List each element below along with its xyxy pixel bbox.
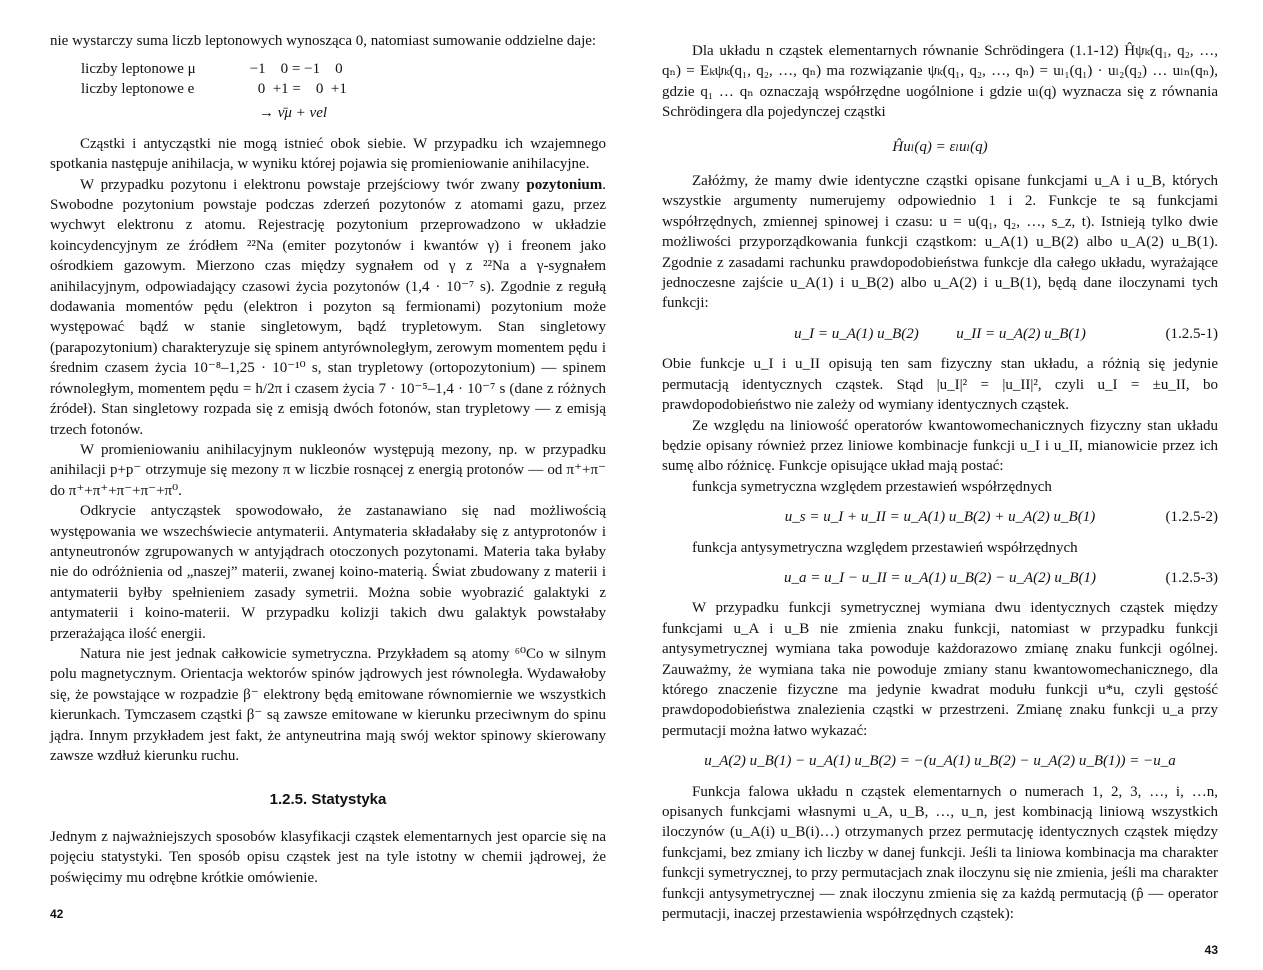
paragraph: Natura nie jest jednak całkowicie symetryczna. Przykładem są atomy ⁶⁰Co w silnym polu magnetycznym. Orientacja wektorów spinów jądrowych jest równoległa. Wydawałoby się, że powstające w rozpadzie β⁻ elektrony będą emitowane równomiernie we wszystkich kierunkach. Tymczasem cząstki β⁻ są zawsze emitowane w kierunku przeciwnym do spinu jądra. Innym przykładem jest fakt, że antyneutrina mają swój wektor spinowy skierowany zawsze wzdłuż kierunku ruchu. — [50, 645, 606, 764]
table-row — [81, 79, 361, 99]
text: . Swobodne pozytonium powstaje podczas zderzeń pozytonów z atomami gazu, przez wychwyt elektronu z atomu. Rejestrację pozytonium przeprowadzono w układzie koincydencyjnym ze źródłem ²²Na (emiter pozytonów i kwantów γ) i freonem jako ośrodkiem gazowym. Mierzono czas między sygnałem od γ z ²²Na a γ-sygnałem anihilacyjnym, odpowiadający czasowi życia pozytonów (1,4 · 10⁻⁷ s). Zgodnie z regułą dodawania momentów pędu (elektron i pozyton są fermionami) pozytonium może występować bądź w stanie singletowym, bądź trypletowym. Stan singletowy (parapozytonium) charakteryzuje się spinem antyrównoległym, zerowym momentem pędu i średnim czasem życia 10⁻⁸–1,25 · 10⁻¹⁰ s, stan trypletowy (ortopozytonium) — spinem równoległym, momentem pędu = h/2π i czasem życia 7 · 10⁻⁵–1,4 · 10⁻⁷ s (dane z różnych źródeł). Stan singletowy rozpada się z emisją dwóch fotonów, stan trypletowy — z emisją trzech fotonów. — [50, 176, 606, 438]
row-values: −1 0 = −1 0 — [249, 61, 343, 78]
paragraph: Ze względu na liniowość operatorów kwantowomechanicznych fizyczny stan układu będzie opisany również przez liniowe kombinacje funkcji u_I i u_II, mianowicie przez ich sumę albo różnicę. Funkcje opisujące układ mają postać: — [662, 417, 1218, 475]
paragraph: funkcja symetryczna względem przestawień współrzędnych — [692, 478, 1052, 495]
paragraph: Cząstki i antycząstki nie mogą istnieć obok siebie. W przypadku ich wzajemnego spotkania następuje anihilacja, w wyniku której pojawia się promieniowanie anihilacyjne. — [50, 135, 606, 173]
lepton-number-table — [81, 59, 361, 99]
section-heading: 1.2.5. Statystyka — [269, 791, 387, 809]
paragraph: W przypadku funkcji symetrycznej wymiana dwu identycznych cząstek między funkcjami u_A i u_B nie zmienia znaku funkcji, natomiast w przypadku funkcji antysymetrycznej wymiana taka powoduje każdorazowo zmianę znaku funkcji ogólnej. Zauważmy, że wymiana taka nie powoduje zmiany stanu kwantowomechanicznego, dla którego znaczenie fizyczne ma jedynie kwadrat modułu funkcji u*u, czyli gęstość prawdopodobieństwa znalezienia cząstki w przestrzeni. Zmianę znaku funkcji u_a przy permutacji można łatwo wykazać: — [662, 600, 1218, 739]
equation-number: (1.2.5-3) — [1165, 569, 1218, 586]
equation-text: u_I = u_A(1) u_B(2) u_II = u_A(2) u_B(1) — [794, 325, 1086, 342]
paragraph: Dla układu n cząstek elementarnych równanie Schrödingera (1.1-12) Ĥψₖ(q₁, q₂, …, qₙ) = Eₖψₖ(q₁, q₂, …, qₙ) ma rozwiązanie ψₖ(q₁, q₂, …, qₙ) = uₗ₁(q₁) · uₗ₂(q₂) … uₗₙ(qₙ), gdzie q₁ … qₙ oznaczają współrzędne uogólnione i gdzie uₗ(q) wyznacza się z równania Schrödingera dla pojedynczej cząstki — [662, 43, 1218, 121]
paragraph: W promieniowaniu anihilacyjnym nukleonów występują mezony, np. w przypadku anihilacji p+p⁻ otrzymuje się mezony π w liczbie rosnącej z energią protonów — od π⁺+π⁻ do π⁺+π⁺+π⁻+π⁻+π⁰. — [50, 441, 606, 499]
paragraph: nie wystarczy suma liczb leptonowych wynosząca 0, natomiast sumowanie oddzielne daje: — [50, 33, 597, 49]
equation-1-2-5-3 — [662, 568, 1218, 588]
equation-permutation: u_A(2) u_B(1) − u_A(1) u_B(2) = −(u_A(1) u_B(2) − u_A(2) u_B(1)) = −u_a — [704, 753, 1176, 770]
paragraph: funkcja antysymetryczna względem przestawień współrzędnych — [692, 539, 1078, 556]
equation-number: (1.2.5-2) — [1165, 509, 1218, 526]
left-page — [50, 31, 606, 934]
page-number: 43 — [1204, 943, 1218, 958]
equation-text: u_s = u_I + u_II = u_A(1) u_B(2) + u_A(2) u_B(1) — [784, 509, 1096, 526]
paragraph: Odkrycie antycząstek spowodowało, że zastanawiano się nad możliwością występowania we wszechświecie antymaterii. Antymateria składałaby się z antyprotonów i antyneutronów zgrupowanych w antyjądrach otoczonych pozytonami. Materia taka byłaby nie do odróżnienia od „naszej” materii, zwanej koino-materią. Świat zbudowany z materii i antymaterii byłby spełnieniem zasady symetrii. Można sobie wyobrazić galaktyki z antymaterii i koino-materii. W przypadku kolizji takich dwu galaktyk powstałaby przerażająca ilość energii. — [50, 503, 606, 642]
paragraph: Jednym z najważniejszych sposobów klasyfikacji cząstek elementarnych jest oparcie się na pojęciu statystyki. Ten sposób opisu cząstek jest na tyle istotny w chemii jądrowej, że poświęcimy mu odrębne krótkie omówienie. — [50, 828, 606, 886]
equation-number: (1.2.5-1) — [1165, 325, 1218, 342]
term-bold: pozytonium — [526, 176, 603, 193]
equation-text: u_a = u_I − u_II = u_A(1) u_B(2) − u_A(2) u_B(1) — [783, 569, 1097, 586]
text: W przypadku pozytonu i elektronu powstaje przejściowy twór zwany — [80, 176, 527, 193]
right-page — [662, 41, 1218, 970]
equation-1-2-5-1 — [662, 324, 1218, 344]
equation: Ĥuₗ(q) = εₗuₗ(q) — [892, 138, 988, 155]
page-number: 42 — [50, 907, 64, 922]
lepton-reaction-products: → ν̄μ + νel — [259, 105, 328, 122]
paragraph — [50, 175, 606, 440]
paragraph: Obie funkcje u_I i u_II opisują ten sam fizyczny stan układu, a różnią się jedynie permutacją identycznych cząstek. Stąd |u_I|² = |u_II|², czyli u_I = ±u_II, bo prawdopodobieństwo nie zależy od wymiany identycznych cząstek. — [662, 356, 1218, 414]
table-row — [81, 59, 361, 79]
row-label: liczby leptonowe e — [81, 81, 195, 98]
paragraph: Funkcja falowa układu n cząstek elementarnych o numerach 1, 2, 3, …, i, …n, opisanych funkcjami własnymi u_A, u_B, …, u_n, jest kombinacją liniową wszystkich iloczynów (u_A(i) u_B(i)…) otrzymanych przez permutację identycznych cząstek między funkcjami, bez zmiany ich liczby w danej funkcji. Jeśli ta liniowa kombinacja ma charakter funkcji symetrycznej, to przy permutacjach znak iloczynu się nie zmienia, jeśli ma charakter funkcji antysymetrycznej — znak iloczynu zmienia się za każdą permutacją (p̂ — operator permutacji, inaczej przestawienia współrzędnych cząstek): — [662, 783, 1218, 923]
paragraph: Załóżmy, że mamy dwie identyczne cząstki opisane funkcjami u_A i u_B, których wszystkie argumenty numerujemy odpowiednio 1 i 2. Funkcje te są funkcjami współrzędnych, zmiennej spinowej i czasu: u = u(q₁, q₂, …, s_z, t). Istnieją tylko dwie możliwości przyporządkowania funkcji cząstkom: u_A(1) u_B(2) albo u_A(2) u_B(1). Zgodnie z zasadami rachunku prawdopodobieństwa funkcje dla całego układu, wyrażające jednoczesne zajście u_A(1) i u_B(2) albo u_A(2) i u_B(1), będą dane iloczynami tych funkcji: — [662, 173, 1218, 312]
row-values: 0 +1 = 0 +1 — [257, 81, 347, 98]
row-label: liczby leptonowe μ — [81, 61, 196, 78]
equation-1-2-5-2 — [662, 507, 1218, 527]
